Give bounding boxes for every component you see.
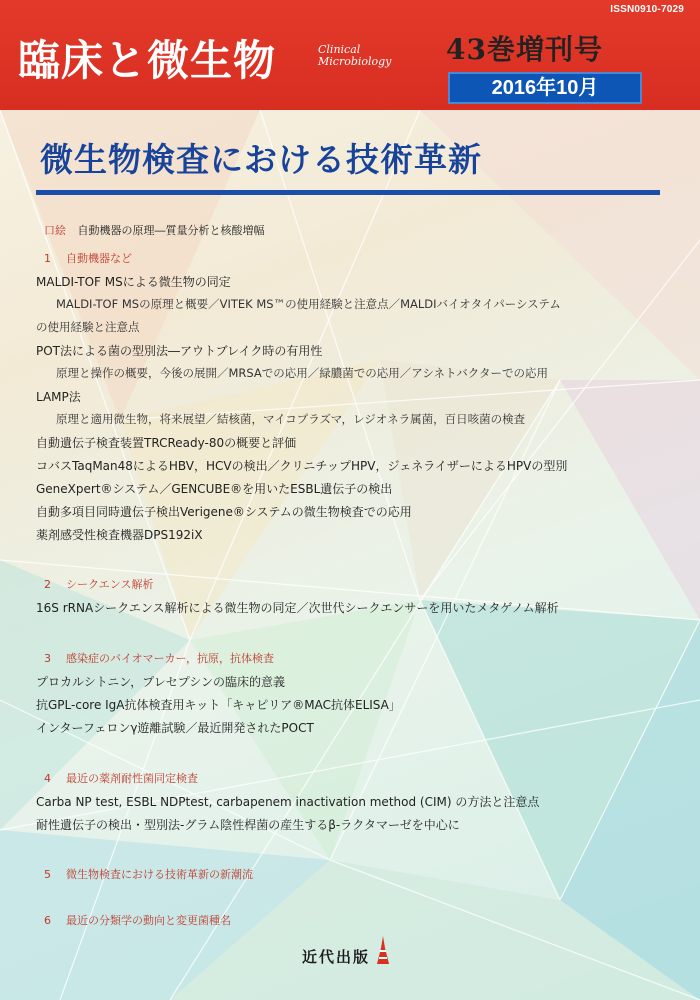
toc-item: インターフェロンγ遊離試験／最近開発されたPOCT (36, 721, 314, 735)
section-title: シークエンス解析 (66, 578, 154, 591)
frontispiece-tag: 口絵 (44, 224, 66, 237)
section-title: 最近の薬剤耐性菌同定検査 (66, 772, 198, 785)
section-title: 感染症のバイオマーカー，抗原，抗体検査 (66, 652, 275, 665)
journal-english-title (318, 44, 391, 68)
section-heading (44, 866, 253, 882)
toc-item: MALDI-TOF MSによる微生物の同定 (36, 275, 231, 289)
section-heading (44, 912, 231, 928)
section-number: 2 (44, 578, 51, 591)
publisher-name: 近代出版 (302, 948, 371, 966)
toc-item: Carba NP test, ESBL NDPtest, carbapenem inactivation method (CIM) の方法と注意点 (36, 795, 540, 809)
toc-subitem: 原理と操作の概要，今後の展開／MRSAでの応用／緑膿菌での応用／アシネトバクターでの応用 (56, 366, 549, 380)
section-number: 1 (44, 252, 51, 265)
section-heading (44, 250, 132, 266)
section-heading (44, 650, 274, 666)
section-number: 3 (44, 652, 51, 665)
issn-number: ISSN0910-7029 (610, 4, 684, 15)
toc-item: 自動遺伝子検査装置TRCReady-80の概要と評価 (36, 436, 297, 450)
toc-item: LAMP法 (36, 390, 81, 404)
toc-subitem: 原理と適用微生物，将来展望／結核菌，マイコプラズマ，レジオネラ属菌，百日咳菌の検査 (56, 412, 526, 426)
section-number: 4 (44, 772, 51, 785)
section-title: 自動機器など (66, 252, 132, 265)
toc-item: GeneXpert®システム／GENCUBE®を用いたESBL遺伝子の検出 (36, 482, 393, 496)
frontispiece-line (44, 222, 265, 238)
section-heading (44, 770, 198, 786)
toc-item: 耐性遺伝子の検出・型別法-グラム陰性桿菌の産生するβ-ラクタマーゼを中心に (36, 818, 460, 832)
title-underline (36, 190, 660, 195)
journal-english-line2: Microbiology (318, 55, 392, 68)
section-number: 5 (44, 868, 51, 881)
toc-item: プロカルシトニン，プレセプシンの臨床的意義 (36, 675, 286, 689)
section-number: 6 (44, 914, 51, 927)
section-title: 最近の分類学の動向と変更菌種名 (66, 914, 231, 927)
issue-date: 2016年10月 (448, 72, 642, 104)
toc-item: 抗GPL-core IgA抗体検査用キット「キャピリア®MAC抗体ELISA」 (36, 698, 401, 712)
toc-item: POT法による菌の型別法―アウトブレイク時の有用性 (36, 344, 323, 358)
journal-english-line1: Clinical (318, 43, 361, 56)
main-title: 微生物検査における技術革新 (40, 140, 482, 179)
toc-item: 自動多項目同時遺伝子検出Verigene®システムの微生物検査での応用 (36, 505, 412, 519)
toc-subitem: MALDI-TOF MSの原理と概要／VITEK MS™の使用経験と注意点／MALDIバイオタイパーシステム (56, 297, 561, 311)
toc-item: 薬剤感受性検査機器DPS192iX (36, 528, 203, 542)
toc-item: 16S rRNAシークエンス解析による微生物の同定／次世代シークエンサーを用いたメタゲノム解析 (36, 601, 559, 615)
journal-title: 臨床と微生物 (18, 36, 277, 85)
toc-item: コバスTaqMan48によるHBV，HCVの検出／クリニチップHPV，ジェネライザーによるHPVの型別 (36, 459, 568, 473)
frontispiece-text: 自動機器の原理―質量分析と核酸増幅 (77, 224, 265, 237)
toc-subitem: の使用経験と注意点 (36, 320, 140, 334)
section-title: 微生物検査における技術革新の新潮流 (66, 868, 253, 881)
header-band (0, 0, 700, 110)
section-heading (44, 576, 153, 592)
tower-logo-icon (376, 936, 390, 964)
volume-label: 43巻増刊号 (446, 33, 603, 66)
